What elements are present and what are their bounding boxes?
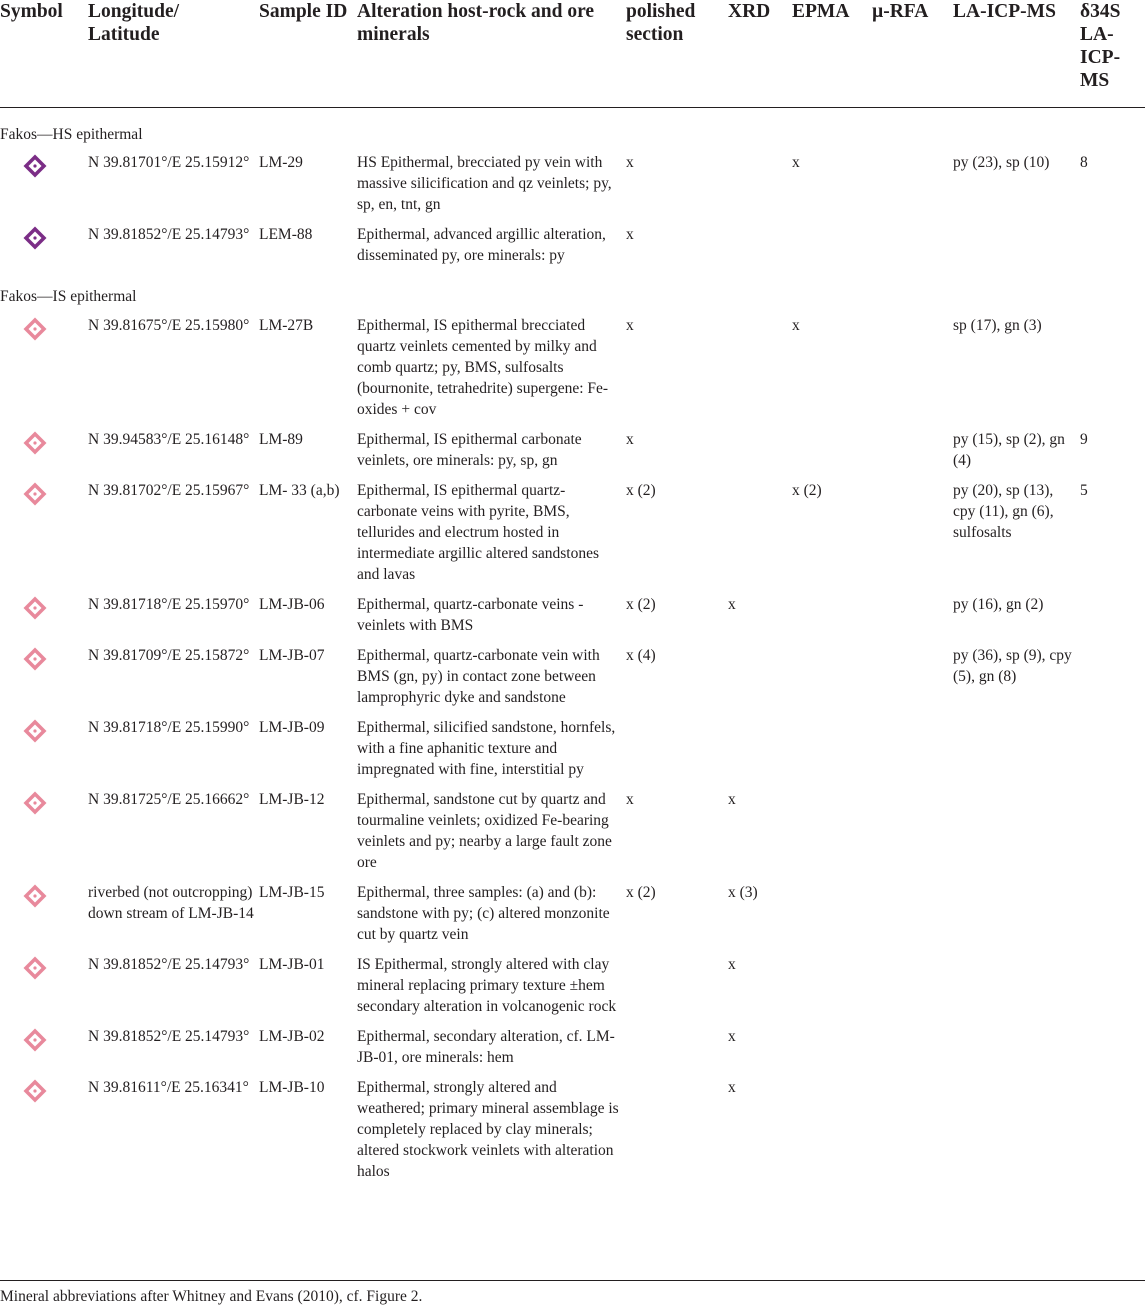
diamond-light-pink-icon: [22, 316, 48, 342]
table-row: [0, 424, 1145, 475]
group-heading-row: [0, 270, 1145, 310]
longitude-latitude-cell: riverbed (not outcropping) down stream of LM-JB-14: [88, 884, 254, 922]
epma-cell: [792, 1021, 872, 1072]
xrd-cell: x: [728, 596, 736, 613]
alteration-cell: Epithermal, strongly altered and weathered; primary mineral assemblage is completely replaced by clay minerals; altered stockwork veinlets with alteration halos: [357, 1079, 619, 1180]
d34s-cell: 5: [1080, 482, 1088, 499]
table-row: [0, 589, 1145, 640]
polished-section-cell: x: [626, 154, 634, 171]
longitude-latitude-cell: N 39.81852°/E 25.14793°: [88, 226, 250, 243]
mu-rfa-cell: [872, 784, 953, 877]
symbol-cell: [0, 949, 88, 1021]
polished-section-cell: x (2): [626, 482, 656, 499]
symbol-cell: [0, 784, 88, 877]
alteration-cell: IS Epithermal, strongly altered with clay mineral replacing primary texture ±hem secondary alteration in volcanogenic rock: [357, 956, 617, 1015]
longitude-latitude-cell: N 39.81701°/E 25.15912°: [88, 154, 250, 171]
longitude-latitude-cell: N 39.81725°/E 25.16662°: [88, 791, 250, 808]
sample-id-cell: LM- 33 (a,b): [259, 482, 340, 499]
epma-cell: [792, 219, 872, 270]
mu-rfa-cell: [872, 475, 953, 589]
alteration-cell: Epithermal, IS epithermal carbonate veinlets, ore minerals: py, sp, gn: [357, 431, 582, 469]
symbol-cell: [0, 877, 88, 949]
longitude-latitude-cell: N 39.94583°/E 25.16148°: [88, 431, 250, 448]
polished-section-cell: [626, 712, 728, 784]
table-body: [0, 107, 1145, 1186]
sample-id-cell: LM-JB-12: [259, 791, 325, 808]
epma-cell: [792, 640, 872, 712]
epma-cell: [792, 424, 872, 475]
polished-section-cell: x: [626, 431, 634, 448]
la-icp-ms-cell: [953, 1021, 1080, 1072]
mu-rfa-cell: [872, 147, 953, 219]
symbol-cell: [0, 219, 88, 270]
alteration-cell: Epithermal, secondary alteration, cf. LM-JB-01, ore minerals: hem: [357, 1028, 615, 1066]
header-xrd: XRD: [728, 0, 792, 107]
la-icp-ms-cell: py (20), sp (13), cpy (11), gn (6), sulfosalts: [953, 482, 1054, 541]
mu-rfa-cell: [872, 712, 953, 784]
xrd-cell: [728, 712, 792, 784]
xrd-cell: [728, 424, 792, 475]
symbol-cell: [0, 475, 88, 589]
sample-id-cell: LM-JB-01: [259, 956, 325, 973]
longitude-latitude-cell: N 39.81718°/E 25.15970°: [88, 596, 250, 613]
diamond-light-pink-icon: [22, 1078, 48, 1104]
header-la-icp-ms: LA-ICP-MS: [953, 0, 1080, 107]
d34s-cell: [1080, 640, 1145, 712]
group-title: Fakos—HS epithermal: [0, 125, 143, 143]
alteration-cell: Epithermal, advanced argillic alteration, disseminated py, ore minerals: py: [357, 226, 606, 264]
xrd-cell: [728, 310, 792, 424]
diamond-dark-purple-icon: [22, 153, 48, 179]
xrd-cell: [728, 219, 792, 270]
table-row: [0, 147, 1145, 219]
header-polished-section: polished section: [626, 0, 728, 107]
sample-id-cell: LM-JB-09: [259, 719, 325, 736]
table-row: [0, 877, 1145, 949]
epma-cell: x: [792, 317, 800, 334]
header-sample-id: Sample ID: [259, 0, 357, 107]
xrd-cell: x: [728, 1079, 736, 1096]
header-d34s: δ34S LA-ICP-MS: [1080, 0, 1145, 107]
sample-id-cell: LM-JB-15: [259, 884, 325, 901]
longitude-latitude-cell: N 39.81718°/E 25.15990°: [88, 719, 250, 736]
d34s-cell: 8: [1080, 154, 1088, 171]
epma-cell: [792, 949, 872, 1021]
symbol-cell: [0, 310, 88, 424]
d34s-cell: [1080, 712, 1145, 784]
header-mu-rfa: µ-RFA: [872, 0, 953, 107]
d34s-cell: [1080, 1072, 1145, 1186]
d34s-cell: [1080, 877, 1145, 949]
sample-id-cell: LM-JB-06: [259, 596, 325, 613]
epma-cell: x: [792, 154, 800, 171]
la-icp-ms-cell: py (16), gn (2): [953, 596, 1044, 613]
la-icp-ms-cell: [953, 712, 1080, 784]
d34s-cell: [1080, 219, 1145, 270]
d34s-cell: [1080, 1021, 1145, 1072]
diamond-light-pink-icon: [22, 430, 48, 456]
sample-id-cell: LM-JB-02: [259, 1028, 325, 1045]
longitude-latitude-cell: N 39.81709°/E 25.15872°: [88, 647, 250, 664]
xrd-cell: [728, 640, 792, 712]
symbol-cell: [0, 640, 88, 712]
longitude-latitude-cell: N 39.81611°/E 25.16341°: [88, 1079, 249, 1096]
la-icp-ms-cell: [953, 949, 1080, 1021]
table-row: [0, 1021, 1145, 1072]
diamond-light-pink-icon: [22, 883, 48, 909]
diamond-light-pink-icon: [22, 955, 48, 981]
diamond-dark-purple-icon: [22, 225, 48, 251]
sample-id-cell: LEM-88: [259, 226, 313, 243]
epma-cell: [792, 1072, 872, 1186]
diamond-light-pink-icon: [22, 718, 48, 744]
xrd-cell: x: [728, 791, 736, 808]
d34s-cell: [1080, 589, 1145, 640]
la-icp-ms-cell: [953, 219, 1080, 270]
la-icp-ms-cell: [953, 1072, 1080, 1186]
la-icp-ms-cell: py (23), sp (10): [953, 154, 1050, 171]
la-icp-ms-cell: [953, 784, 1080, 877]
diamond-light-pink-icon: [22, 481, 48, 507]
table-row: [0, 310, 1145, 424]
table-row: [0, 949, 1145, 1021]
mu-rfa-cell: [872, 877, 953, 949]
sample-id-cell: LM-JB-10: [259, 1079, 325, 1096]
polished-section-cell: x: [626, 317, 634, 334]
group-title: Fakos—IS epithermal: [0, 288, 137, 305]
polished-section-cell: [626, 1072, 728, 1186]
polished-section-cell: [626, 949, 728, 1021]
alteration-cell: Epithermal, IS epithermal brecciated quartz veinlets cemented by milky and comb quartz; py, BMS, sulfosalts (bournonite, tetrahedrite) supergene: Fe-oxides + cov: [357, 317, 609, 418]
alteration-cell: Epithermal, silicified sandstone, hornfels, with a fine aphanitic texture and impregnated with fine, interstitial py: [357, 719, 616, 778]
table-row: [0, 1072, 1145, 1186]
mu-rfa-cell: [872, 1021, 953, 1072]
table-row: [0, 640, 1145, 712]
polished-section-cell: x (4): [626, 647, 656, 664]
epma-cell: [792, 589, 872, 640]
symbol-cell: [0, 1021, 88, 1072]
symbol-cell: [0, 589, 88, 640]
mu-rfa-cell: [872, 219, 953, 270]
d34s-cell: [1080, 949, 1145, 1021]
la-icp-ms-cell: py (15), sp (2), gn (4): [953, 431, 1065, 469]
polished-section-cell: [626, 1021, 728, 1072]
alteration-cell: Epithermal, three samples: (a) and (b): sandstone with py; (c) altered monzonite cut by quartz vein: [357, 884, 610, 943]
epma-cell: x (2): [792, 482, 822, 499]
table-row: [0, 784, 1145, 877]
alteration-cell: Epithermal, quartz-carbonate veins - veinlets with BMS: [357, 596, 584, 634]
header-epma: EPMA: [792, 0, 872, 107]
symbol-cell: [0, 1072, 88, 1186]
longitude-latitude-cell: N 39.81852°/E 25.14793°: [88, 956, 250, 973]
diamond-light-pink-icon: [22, 790, 48, 816]
xrd-cell: x (3): [728, 884, 758, 901]
sample-id-cell: LM-JB-07: [259, 647, 325, 664]
diamond-light-pink-icon: [22, 646, 48, 672]
symbol-cell: [0, 712, 88, 784]
table-row: [0, 475, 1145, 589]
table-row: [0, 712, 1145, 784]
xrd-cell: [728, 147, 792, 219]
la-icp-ms-cell: sp (17), gn (3): [953, 317, 1042, 334]
epma-cell: [792, 712, 872, 784]
alteration-cell: HS Epithermal, brecciated py vein with massive silicification and qz veinlets; py, sp, en, tnt, gn: [357, 154, 612, 213]
mu-rfa-cell: [872, 310, 953, 424]
sample-id-cell: LM-27B: [259, 317, 314, 334]
xrd-cell: x: [728, 1028, 736, 1045]
mu-rfa-cell: [872, 640, 953, 712]
header-longitude-latitude: Longitude/ Latitude: [88, 0, 259, 107]
polished-section-cell: x (2): [626, 884, 656, 901]
sample-id-cell: LM-89: [259, 431, 303, 448]
diamond-light-pink-icon: [22, 1027, 48, 1053]
polished-section-cell: x (2): [626, 596, 656, 613]
mu-rfa-cell: [872, 424, 953, 475]
header-alteration: Alteration host-rock and ore minerals: [357, 0, 626, 107]
mu-rfa-cell: [872, 589, 953, 640]
alteration-cell: Epithermal, quartz-carbonate vein with BMS (gn, py) in contact zone between lamprophyric dyke and sandstone: [357, 647, 600, 706]
table-row: [0, 219, 1145, 270]
xrd-cell: [728, 475, 792, 589]
header-row: [0, 0, 1145, 107]
footnote: Mineral abbreviations after Whitney and Evans (2010), cf. Figure 2.: [0, 1288, 423, 1305]
alteration-cell: Epithermal, IS epithermal quartz-carbonate veins with pyrite, BMS, tellurides and electrum hosted in intermediate argillic altered sandstones and lavas: [357, 482, 600, 583]
longitude-latitude-cell: N 39.81675°/E 25.15980°: [88, 317, 250, 334]
longitude-latitude-cell: N 39.81702°/E 25.15967°: [88, 482, 250, 499]
d34s-cell: [1080, 310, 1145, 424]
footer-rule: [0, 1280, 1145, 1281]
epma-cell: [792, 784, 872, 877]
polished-section-cell: x: [626, 791, 634, 808]
sample-id-cell: LM-29: [259, 154, 303, 171]
group-heading-row: [0, 107, 1145, 147]
d34s-cell: [1080, 784, 1145, 877]
mu-rfa-cell: [872, 949, 953, 1021]
xrd-cell: x: [728, 956, 736, 973]
la-icp-ms-cell: [953, 877, 1080, 949]
longitude-latitude-cell: N 39.81852°/E 25.14793°: [88, 1028, 250, 1045]
diamond-light-pink-icon: [22, 595, 48, 621]
polished-section-cell: x: [626, 226, 634, 243]
header-symbol: Symbol: [0, 0, 88, 107]
symbol-cell: [0, 424, 88, 475]
la-icp-ms-cell: py (36), sp (9), cpy (5), gn (8): [953, 647, 1072, 685]
epma-cell: [792, 877, 872, 949]
d34s-cell: 9: [1080, 431, 1088, 448]
symbol-cell: [0, 147, 88, 219]
alteration-cell: Epithermal, sandstone cut by quartz and tourmaline veinlets; oxidized Fe-bearing veinlets and py; nearby a large fault zone ore: [357, 791, 612, 871]
mu-rfa-cell: [872, 1072, 953, 1186]
